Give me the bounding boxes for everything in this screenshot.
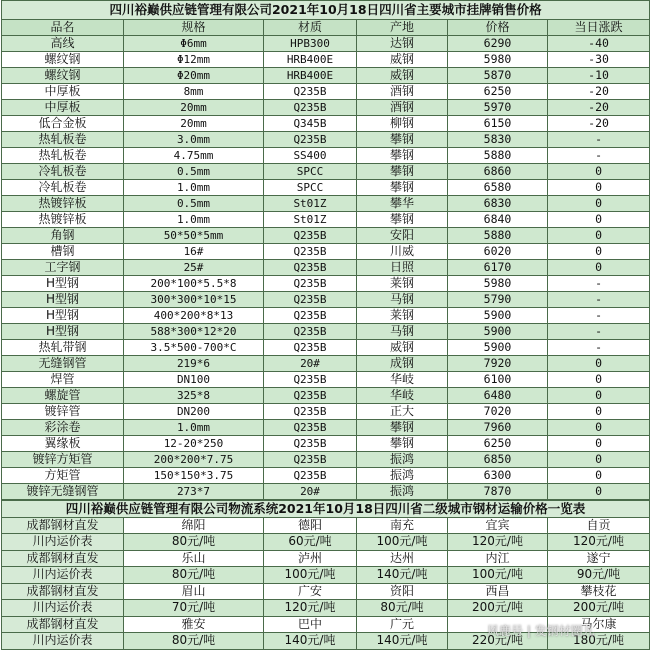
document (1, 0, 649, 650)
cell-product: 螺纹钢 (2, 68, 124, 84)
freight-price-cell: 60元/吨 (264, 534, 357, 551)
city-cell: 自贡 (548, 517, 650, 534)
header-product: 品名 (2, 20, 124, 36)
logistics-price-row (2, 534, 650, 551)
cell-change: - (548, 340, 650, 356)
cell-material: Q235B (264, 308, 357, 324)
cell-price: 6840 (448, 212, 548, 228)
cell-product: 冷轧板卷 (2, 180, 124, 196)
cell-product: 低合金板 (2, 116, 124, 132)
cell-origin: 成钢 (357, 356, 448, 372)
cell-price: 5900 (448, 340, 548, 356)
origin-label: 川内运价表 (2, 633, 124, 650)
cell-material: SS400 (264, 148, 357, 164)
table-row (2, 388, 650, 404)
cell-change: 0 (548, 180, 650, 196)
cell-material: Q235B (264, 372, 357, 388)
logistics-price-row (2, 600, 650, 617)
cell-origin: 威钢 (357, 68, 448, 84)
cell-price: 5900 (448, 308, 548, 324)
cell-price: 6860 (448, 164, 548, 180)
cell-change: 0 (548, 404, 650, 420)
table-row (2, 468, 650, 484)
city-cell: 内江 (448, 550, 548, 567)
cell-change: 0 (548, 212, 650, 228)
cell-product: H型钢 (2, 308, 124, 324)
cell-product: 中厚板 (2, 84, 124, 100)
cell-spec: 273*7 (124, 484, 264, 500)
cell-price: 6580 (448, 180, 548, 196)
cell-product: 工字钢 (2, 260, 124, 276)
cell-origin: 攀钢 (357, 212, 448, 228)
cell-change: 0 (548, 484, 650, 500)
cell-change: -10 (548, 68, 650, 84)
cell-material: Q235B (264, 388, 357, 404)
freight-price-cell: 80元/吨 (357, 600, 448, 617)
cell-change: - (548, 308, 650, 324)
watermark: 风鹿号 | 发钢材圈儿 (487, 624, 595, 638)
cell-change: 0 (548, 164, 650, 180)
price-table (1, 0, 650, 500)
cell-change: 0 (548, 452, 650, 468)
cell-change: 0 (548, 468, 650, 484)
cell-product: H型钢 (2, 324, 124, 340)
cell-change: 0 (548, 436, 650, 452)
cell-origin: 酒钢 (357, 100, 448, 116)
cell-material: Q235B (264, 420, 357, 436)
cell-price: 5790 (448, 292, 548, 308)
cell-spec: 1.0mm (124, 212, 264, 228)
price-table-title: 四川裕巅供应链管理有限公司2021年10月18日四川省主要城市挂牌销售价格 (2, 1, 650, 20)
cell-material: Q235B (264, 340, 357, 356)
cell-product: 热镀锌板 (2, 196, 124, 212)
freight-price-cell: 200元/吨 (448, 600, 548, 617)
cell-material: Q235B (264, 228, 357, 244)
cell-material: Q235B (264, 244, 357, 260)
cell-spec: 4.75mm (124, 148, 264, 164)
origin-label: 成都钢材直发 (2, 583, 124, 600)
cell-spec: 16# (124, 244, 264, 260)
table-row (2, 132, 650, 148)
city-cell: 遂宁 (548, 550, 650, 567)
cell-product: 槽钢 (2, 244, 124, 260)
cell-change: - (548, 324, 650, 340)
freight-price-cell: 80元/吨 (124, 633, 264, 650)
cell-spec: 1.0mm (124, 420, 264, 436)
cell-origin: 达钢 (357, 36, 448, 52)
cell-spec: 20mm (124, 116, 264, 132)
cell-product: 翼缘板 (2, 436, 124, 452)
cell-product: 热轧板卷 (2, 148, 124, 164)
cell-product: 镀锌方矩管 (2, 452, 124, 468)
cell-spec: 12-20*250 (124, 436, 264, 452)
cell-product: 中厚板 (2, 100, 124, 116)
cell-spec: 0.5mm (124, 164, 264, 180)
cell-material: SPCC (264, 180, 357, 196)
city-cell: 南充 (357, 517, 448, 534)
cell-origin: 攀钢 (357, 436, 448, 452)
cell-spec: Φ12mm (124, 52, 264, 68)
city-cell: 泸州 (264, 550, 357, 567)
cell-price: 6150 (448, 116, 548, 132)
cell-price: 5980 (448, 52, 548, 68)
city-cell: 巴中 (264, 616, 357, 633)
cell-price: 5880 (448, 148, 548, 164)
cell-change: -40 (548, 36, 650, 52)
cell-origin: 振鸿 (357, 484, 448, 500)
table-row (2, 164, 650, 180)
cell-origin: 攀钢 (357, 148, 448, 164)
header-spec: 规格 (124, 20, 264, 36)
freight-price-cell: 90元/吨 (548, 567, 650, 584)
cell-material: Q345B (264, 116, 357, 132)
cell-price: 7870 (448, 484, 548, 500)
cell-change: - (548, 276, 650, 292)
cell-origin: 威钢 (357, 340, 448, 356)
cell-change: 0 (548, 228, 650, 244)
cell-origin: 马钢 (357, 292, 448, 308)
freight-price-cell: 140元/吨 (264, 633, 357, 650)
cell-price: 5980 (448, 276, 548, 292)
cell-product: 角钢 (2, 228, 124, 244)
cell-product: H型钢 (2, 276, 124, 292)
cell-product: 方矩管 (2, 468, 124, 484)
cell-origin: 马钢 (357, 324, 448, 340)
cell-change: 0 (548, 244, 650, 260)
cell-price: 5830 (448, 132, 548, 148)
cell-spec: 3.0mm (124, 132, 264, 148)
table-row (2, 340, 650, 356)
city-cell: 广元 (357, 616, 448, 633)
origin-label: 成都钢材直发 (2, 550, 124, 567)
table-row (2, 404, 650, 420)
cell-price: 5900 (448, 324, 548, 340)
cell-product: 焊管 (2, 372, 124, 388)
cell-spec: Φ20mm (124, 68, 264, 84)
cell-change: 0 (548, 420, 650, 436)
table-row (2, 356, 650, 372)
cell-product: 热轧带钢 (2, 340, 124, 356)
cell-product: 螺纹钢 (2, 52, 124, 68)
freight-price-cell: 120元/吨 (448, 534, 548, 551)
cell-change: - (548, 292, 650, 308)
cell-spec: 200*100*5.5*8 (124, 276, 264, 292)
city-cell: 广安 (264, 583, 357, 600)
cell-material: Q235B (264, 276, 357, 292)
cell-material: HRB400E (264, 52, 357, 68)
cell-material: HRB400E (264, 68, 357, 84)
cell-origin: 莱钢 (357, 276, 448, 292)
cell-change: -20 (548, 116, 650, 132)
cell-spec: 20mm (124, 100, 264, 116)
cell-material: Q235B (264, 436, 357, 452)
table-row (2, 372, 650, 388)
logistics-price-row (2, 567, 650, 584)
cell-material: Q235B (264, 84, 357, 100)
cell-product: 镀锌无缝钢管 (2, 484, 124, 500)
cell-change: 0 (548, 372, 650, 388)
cell-origin: 攀钢 (357, 180, 448, 196)
logistics-city-row (2, 550, 650, 567)
logistics-city-row (2, 583, 650, 600)
table-row (2, 148, 650, 164)
cell-product: 热镀锌板 (2, 212, 124, 228)
cell-change: - (548, 132, 650, 148)
city-cell: 马尔康 (548, 616, 650, 633)
table-row (2, 100, 650, 116)
cell-product: 高线 (2, 36, 124, 52)
cell-origin: 柳钢 (357, 116, 448, 132)
table-row (2, 212, 650, 228)
cell-origin: 攀钢 (357, 132, 448, 148)
cell-price: 7020 (448, 404, 548, 420)
cell-price: 6480 (448, 388, 548, 404)
cell-change: 0 (548, 260, 650, 276)
cell-spec: 200*200*7.75 (124, 452, 264, 468)
freight-price-cell: 80元/吨 (124, 534, 264, 551)
table-row (2, 84, 650, 100)
cell-product: 镀锌管 (2, 404, 124, 420)
cell-price: 6290 (448, 36, 548, 52)
cell-origin: 安阳 (357, 228, 448, 244)
cell-product: 冷轧板卷 (2, 164, 124, 180)
cell-spec: 25# (124, 260, 264, 276)
freight-price-cell: 120元/吨 (548, 534, 650, 551)
cell-spec: 325*8 (124, 388, 264, 404)
cell-spec: 3.5*500-700*C (124, 340, 264, 356)
cell-origin: 酒钢 (357, 84, 448, 100)
cell-spec: 219*6 (124, 356, 264, 372)
table-row (2, 452, 650, 468)
cell-material: St01Z (264, 212, 357, 228)
table-row (2, 116, 650, 132)
header-price: 价格 (448, 20, 548, 36)
table-row (2, 308, 650, 324)
price-table-header-row (2, 20, 650, 36)
cell-spec: 150*150*3.75 (124, 468, 264, 484)
cell-price: 6020 (448, 244, 548, 260)
cell-spec: 400*200*8*13 (124, 308, 264, 324)
freight-price-cell: 180元/吨 (548, 633, 650, 650)
city-cell: 乐山 (124, 550, 264, 567)
freight-price-cell: 200元/吨 (548, 600, 650, 617)
cell-product: 无缝钢管 (2, 356, 124, 372)
cell-change: - (548, 148, 650, 164)
cell-origin: 川威 (357, 244, 448, 260)
cell-spec: 50*50*5mm (124, 228, 264, 244)
table-row (2, 292, 650, 308)
freight-price-cell: 70元/吨 (124, 600, 264, 617)
cell-price: 6830 (448, 196, 548, 212)
cell-material: Q235B (264, 100, 357, 116)
header-origin: 产地 (357, 20, 448, 36)
table-row (2, 244, 650, 260)
table-row (2, 52, 650, 68)
cell-spec: 8mm (124, 84, 264, 100)
table-row (2, 420, 650, 436)
origin-label: 川内运价表 (2, 534, 124, 551)
cell-spec: DN200 (124, 404, 264, 420)
table-row (2, 484, 650, 500)
cell-product: H型钢 (2, 292, 124, 308)
cell-price: 6250 (448, 436, 548, 452)
origin-label: 川内运价表 (2, 600, 124, 617)
cell-material: Q235B (264, 452, 357, 468)
cell-price: 5870 (448, 68, 548, 84)
cell-spec: DN100 (124, 372, 264, 388)
cell-material: Q235B (264, 132, 357, 148)
city-cell: 雅安 (124, 616, 264, 633)
table-row (2, 68, 650, 84)
header-material: 材质 (264, 20, 357, 36)
table-row (2, 228, 650, 244)
cell-origin: 振鸿 (357, 452, 448, 468)
cell-origin: 华岐 (357, 372, 448, 388)
cell-origin: 日照 (357, 260, 448, 276)
cell-product: 热轧板卷 (2, 132, 124, 148)
table-row (2, 260, 650, 276)
city-cell: 眉山 (124, 583, 264, 600)
cell-product: 螺旋管 (2, 388, 124, 404)
table-row (2, 436, 650, 452)
cell-origin: 攀华 (357, 196, 448, 212)
city-cell: 宜宾 (448, 517, 548, 534)
cell-product: 彩涂卷 (2, 420, 124, 436)
cell-material: 20# (264, 356, 357, 372)
cell-origin: 攀钢 (357, 164, 448, 180)
freight-price-cell: 140元/吨 (357, 567, 448, 584)
cell-price: 5970 (448, 100, 548, 116)
cell-origin: 华岐 (357, 388, 448, 404)
table-row (2, 180, 650, 196)
cell-spec: 588*300*12*20 (124, 324, 264, 340)
cell-change: -20 (548, 100, 650, 116)
cell-price: 6300 (448, 468, 548, 484)
cell-material: Q235B (264, 468, 357, 484)
city-cell: 德阳 (264, 517, 357, 534)
logistics-table-title: 四川裕巅供应链管理有限公司物流系统2021年10月18日四川省二级城市钢材运输价格一览表 (2, 501, 650, 518)
cell-material: SPCC (264, 164, 357, 180)
header-change: 当日涨跌 (548, 20, 650, 36)
cell-material: 20# (264, 484, 357, 500)
logistics-city-row (2, 517, 650, 534)
city-cell: 资阳 (357, 583, 448, 600)
cell-price: 6100 (448, 372, 548, 388)
cell-price: 7960 (448, 420, 548, 436)
price-table-title-row (2, 1, 650, 20)
city-cell: 绵阳 (124, 517, 264, 534)
cell-origin: 莱钢 (357, 308, 448, 324)
city-cell: 西昌 (448, 583, 548, 600)
table-row (2, 276, 650, 292)
city-cell: 攀枝花 (548, 583, 650, 600)
cell-material: Q235B (264, 260, 357, 276)
city-cell: 达州 (357, 550, 448, 567)
freight-price-cell: 120元/吨 (264, 600, 357, 617)
cell-material: HPB300 (264, 36, 357, 52)
cell-price: 6250 (448, 84, 548, 100)
cell-spec: 0.5mm (124, 196, 264, 212)
cell-change: 0 (548, 356, 650, 372)
cell-spec: 300*300*10*15 (124, 292, 264, 308)
freight-price-cell: 100元/吨 (264, 567, 357, 584)
freight-price-cell: 100元/吨 (448, 567, 548, 584)
logistics-table-title-row (2, 501, 650, 518)
table-row (2, 196, 650, 212)
cell-material: Q235B (264, 404, 357, 420)
table-row (2, 324, 650, 340)
table-row (2, 36, 650, 52)
cell-origin: 威钢 (357, 52, 448, 68)
cell-material: Q235B (264, 324, 357, 340)
cell-origin: 攀钢 (357, 420, 448, 436)
freight-price-cell: 100元/吨 (357, 534, 448, 551)
cell-price: 5880 (448, 228, 548, 244)
cell-spec: Φ6mm (124, 36, 264, 52)
cell-price: 6170 (448, 260, 548, 276)
cell-change: -30 (548, 52, 650, 68)
cell-origin: 正大 (357, 404, 448, 420)
origin-label: 川内运价表 (2, 567, 124, 584)
cell-price: 7920 (448, 356, 548, 372)
origin-label: 成都钢材直发 (2, 517, 124, 534)
cell-change: 0 (548, 388, 650, 404)
cell-material: St01Z (264, 196, 357, 212)
cell-change: 0 (548, 196, 650, 212)
freight-price-cell: 140元/吨 (357, 633, 448, 650)
cell-spec: 1.0mm (124, 180, 264, 196)
freight-price-cell: 80元/吨 (124, 567, 264, 584)
cell-change: -20 (548, 84, 650, 100)
cell-price: 6850 (448, 452, 548, 468)
cell-material: Q235B (264, 292, 357, 308)
freight-price-cell: 220元/吨 (448, 633, 548, 650)
origin-label: 成都钢材直发 (2, 616, 124, 633)
cell-origin: 振鸿 (357, 468, 448, 484)
